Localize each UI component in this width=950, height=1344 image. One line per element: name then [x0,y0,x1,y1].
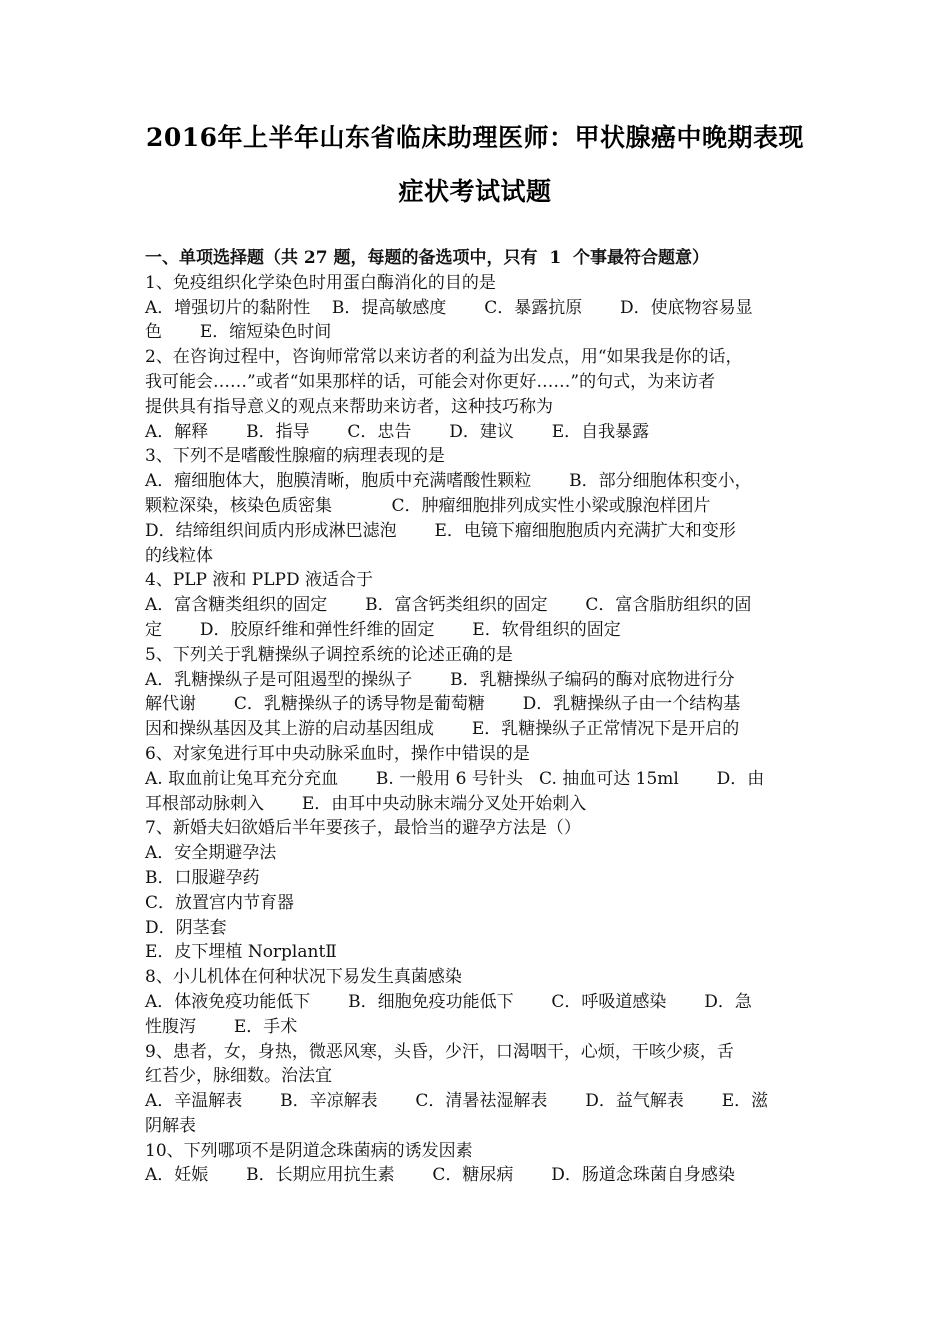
text-line: A．乳糖操纵子是可阻遏型的操纵子 B．乳糖操纵子编码的酶对底物进行分 [145,669,735,690]
text-line: 的线粒体 [145,545,213,566]
title-line-2: 症状考试试题 [398,177,552,206]
text-line: D．结缔组织间质内形成淋巴滤泡 E．电镜下瘤细胞胞质内充满扩大和变形 [145,520,736,541]
text-line: 因和操纵基因及其上游的启动基因组成 E．乳糖操纵子正常情况下是开启的 [145,719,740,740]
text-line: 7、新婚夫妇欲婚后半年要孩子，最恰当的避孕方法是（） [145,818,581,839]
text-line: 10、下列哪项不是阴道念珠菌病的诱发因素 [145,1140,473,1161]
text-line: 我可能会……”或者“如果那样的话，可能会对你更好……”的句式，为来访者 [145,371,716,392]
text-line: 提供具有指导意义的观点来帮助来访者，这种技巧称为 [145,396,553,417]
section-heading: 一、单项选择题（共 27 题，每题的备选项中，只有 1 个事最符合题意） [145,248,709,268]
text-line: 性腹泻 E．手术 [145,1016,298,1037]
text-line: 耳根部动脉刺入 E．由耳中央动脉末端分叉处开始刺入 [145,793,587,814]
text-line: 3、下列不是嗜酸性腺瘤的病理表现的是 [145,446,445,467]
text-line: 2、在咨询过程中，咨询师常常以来访者的利益为出发点，用“如果我是你的话， [145,347,743,368]
title-line-1: 2016年上半年山东省临床助理医师：甲状腺癌中晚期表现 [145,123,805,152]
text-line: 4、PLP 液和 PLPD 液适合于 [145,570,373,591]
text-line: 解代谢 C．乳糖操纵子的诱导物是葡萄糖 D．乳糖操纵子由一个结构基 [145,694,741,715]
text-line: 9、患者，女，身热，微恶风寒，头昏，少汗，口渴咽干，心烦，干咳少痰，舌 [145,1041,734,1062]
text-line: A. 取血前让兔耳充分充血 B. 一般用 6 号针头 C. 抽血可达 15ml D．由 [145,768,765,789]
text-line: A．妊娠 B．长期应用抗生素 C．糖尿病 D．肠道念珠菌自身感染 [145,1165,735,1186]
text-line: A．体液免疫功能低下 B．细胞免疫功能低下 C．呼吸道感染 D．急 [145,991,752,1012]
text-line: 阴解表 [145,1115,196,1136]
text-line: D．阴茎套 [145,917,227,938]
text-line: 定 D．胶原纤维和弹性纤维的固定 E．软骨组织的固定 [145,619,621,640]
text-line: 色 E．缩短染色时间 [145,322,332,343]
text-line: A．解释 B．指导 C．忠告 D．建议 E．自我暴露 [145,421,650,442]
text-line: 5、下列关于乳糖操纵子调控系统的论述正确的是 [145,644,513,665]
text-line: 8、小儿机体在何种状况下易发生真菌感染 [145,967,462,988]
question-content [145,246,817,1188]
text-line: B．口服避孕药 [145,867,260,888]
text-line: A．增强切片的黏附性 B．提高敏感度 C．暴露抗原 D．使底物容易显 [145,297,753,318]
text-line: A．辛温解表 B．辛凉解表 C．清暑祛湿解表 D．益气解表 E．滋 [145,1091,769,1112]
text-line: 6、对家兔进行耳中央动脉采血时，操作中错误的是 [145,743,530,764]
text-line: A．瘤细胞体大，胞膜清晰，胞质中充满嗜酸性颗粒 B．部分细胞体积变小， [145,471,752,492]
text-line: A．富含糖类组织的固定 B．富含钙类组织的固定 C．富含脂肪组织的固 [145,595,752,616]
text-line: 红苔少，脉细数。治法宜 [145,1066,332,1087]
text-line: C．放置宫内节育器 [145,892,295,913]
text-line: E．皮下埋植 NorplantⅡ [145,942,337,963]
text-line: A．安全期避孕法 [145,843,277,864]
text-line: 颗粒深染，核染色质密集 C．肿瘤细胞排列成实性小梁或腺泡样团片 [145,495,711,516]
text-line: 1、免疫组织化学染色时用蛋白酶消化的目的是 [145,272,496,293]
